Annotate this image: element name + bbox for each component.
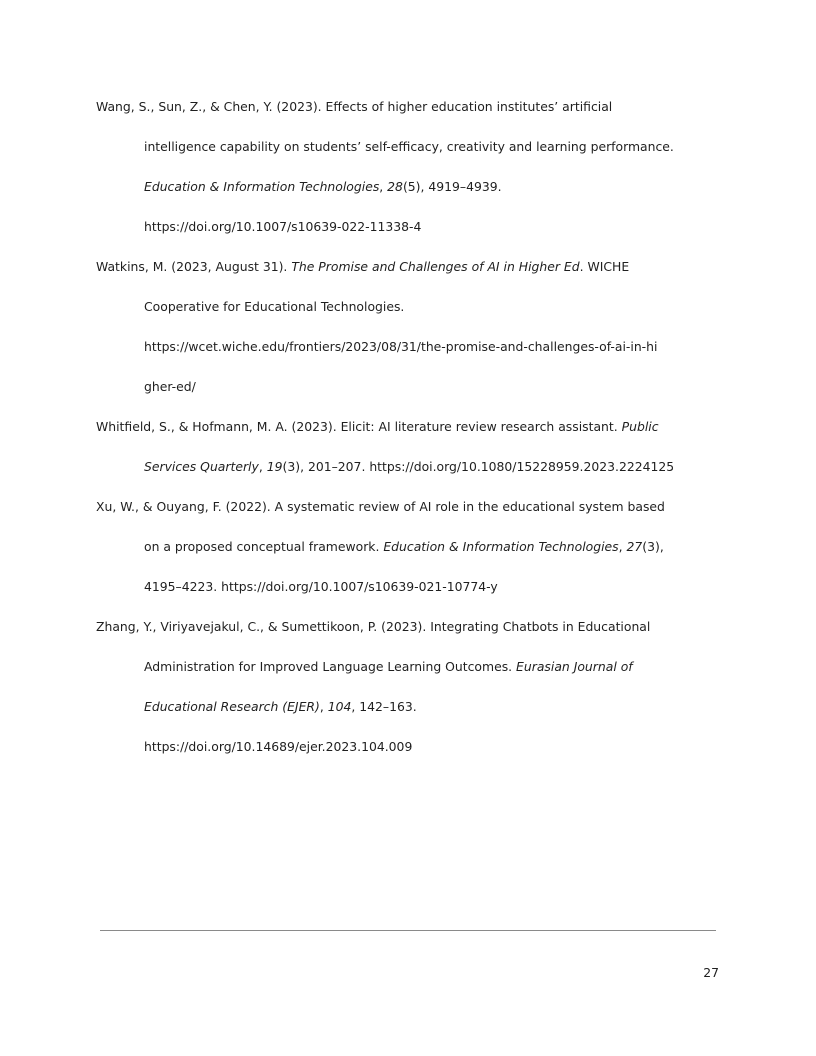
italic-text: Public [621,419,659,434]
reference-continuation-line [144,337,657,357]
text-run: Whitfield, S., & Hofmann, M. A. (2023). Elicit: AI literature review research assistant. [96,419,622,434]
text-run: Xu, W., & Ouyang, F. (2022). A systematic review of AI role in the educational system based [96,499,665,514]
reference-continuation-line [144,177,502,197]
italic-text: Eurasian Journal of [516,659,633,674]
reference-first-line [96,617,650,637]
reference-continuation-line [144,457,674,477]
text-run: https://doi.org/10.1007/s10639-022-11338-4 [144,219,422,234]
reference-first-line [96,97,612,117]
text-run: https://doi.org/10.14689/ejer.2023.104.009 [144,739,413,754]
text-run: intelligence capability on students’ self-efficacy, creativity and learning performance. [144,139,674,154]
text-run: , [258,459,267,474]
reference-first-line [96,417,659,437]
reference-continuation-line [144,577,498,597]
text-run: Wang, S., Sun, Z., & Chen, Y. (2023). Effects of higher education institutes’ artificial [96,99,613,114]
footer-divider [100,930,716,931]
text-run: on a proposed conceptual framework. [144,539,384,554]
page-number: 27 [703,965,719,980]
italic-text: Services Quarterly [144,459,259,474]
text-run: (5), 4919–4939. [402,179,502,194]
reference-continuation-line [144,537,664,557]
text-run: , [319,699,328,714]
italic-text: 27 [626,539,643,554]
text-run: , 142–163. [351,699,417,714]
reference-first-line [96,497,665,517]
text-run: gher-ed/ [144,379,196,394]
reference-continuation-line [144,657,633,677]
text-run: . WICHE [579,259,630,274]
italic-text: Education & Information Technologies [144,179,380,194]
text-run: Zhang, Y., Viriyavejakul, C., & Sumettikoon, P. (2023). Integrating Chatbots in Educational [96,619,651,634]
italic-text: 104 [327,699,352,714]
reference-continuation-line [144,137,674,157]
text-run: , [618,539,627,554]
italic-text: Education & Information Technologies [383,539,619,554]
reference-continuation-line [144,697,417,717]
text-run: Cooperative for Educational Technologies. [144,299,405,314]
reference-continuation-line [144,737,412,757]
text-run: (3), 201–207. https://doi.org/10.1080/15228959.2023.2224125 [282,459,675,474]
reference-continuation-line [144,297,404,317]
text-run: Administration for Improved Language Learning Outcomes. [144,659,517,674]
italic-text: Educational Research (EJER) [144,699,320,714]
text-run: https://wcet.wiche.edu/frontiers/2023/08/31/the-promise-and-challenges-of-ai-in-hi [144,339,658,354]
text-run: Watkins, M. (2023, August 31). [96,259,292,274]
text-run: 4195–4223. https://doi.org/10.1007/s10639-021-10774-y [144,579,498,594]
reference-continuation-line [144,377,196,397]
text-run: (3), [642,539,664,554]
italic-text: The Promise and Challenges of AI in Higher Ed [291,259,580,274]
text-run: , [379,179,388,194]
reference-continuation-line [144,217,421,237]
italic-text: 19 [266,459,283,474]
reference-first-line [96,257,629,277]
italic-text: 28 [387,179,403,194]
